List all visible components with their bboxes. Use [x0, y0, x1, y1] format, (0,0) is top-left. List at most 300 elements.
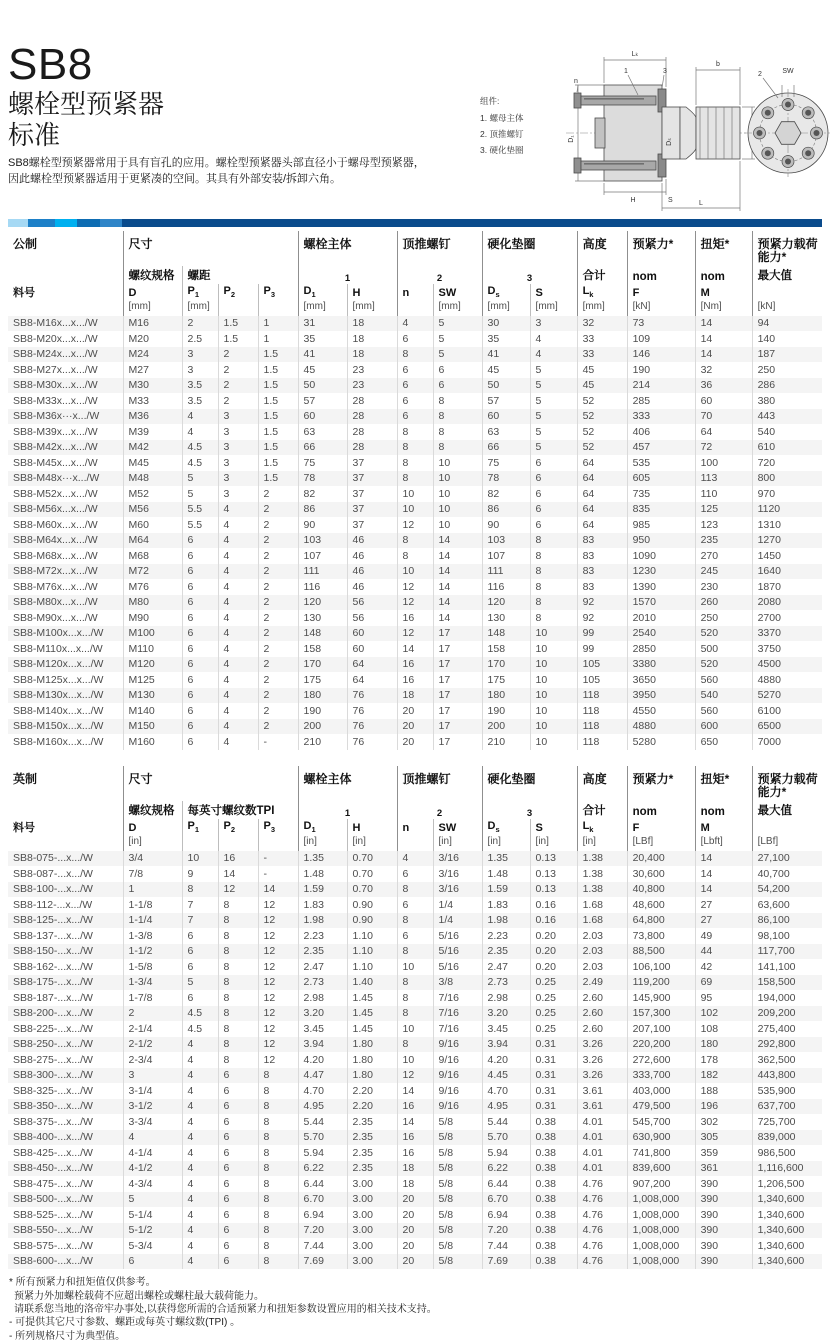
- table-cell: 72: [695, 440, 752, 456]
- table-cell: 4: [182, 1099, 218, 1115]
- table-cell: 8: [258, 1130, 298, 1146]
- table-cell: 76: [347, 688, 397, 704]
- table-cell: M110: [123, 641, 182, 657]
- table-cell: 10: [530, 719, 577, 735]
- table-cell: 4880: [627, 719, 695, 735]
- table-cell: 1.45: [347, 990, 397, 1006]
- table-cell: 4: [182, 1130, 218, 1146]
- table-cell: 8: [397, 913, 433, 929]
- column-symbol: SW: [433, 819, 482, 835]
- table-cell: 36: [695, 378, 752, 394]
- table-cell: 5: [530, 378, 577, 394]
- table-cell: 6: [182, 533, 218, 549]
- table-cell: 20: [397, 1238, 433, 1254]
- table-cell: 1090: [627, 548, 695, 564]
- table-cell: 3-3/4: [123, 1114, 182, 1130]
- component-ref-1: 1: [298, 266, 397, 284]
- unit-label: [mm]: [182, 300, 218, 316]
- table-cell: 180: [695, 1037, 752, 1053]
- table-cell: M64: [123, 533, 182, 549]
- column-symbol: $P_2$: [218, 284, 258, 300]
- table-cell: 157,300: [627, 1006, 695, 1022]
- table-cell: 286: [752, 378, 822, 394]
- table-cell: 95: [695, 990, 752, 1006]
- table-cell: -: [258, 866, 298, 882]
- table-row: [8, 1161, 822, 1177]
- table-cell: 14: [433, 595, 482, 611]
- table-cell: 4.76: [577, 1176, 627, 1192]
- table-cell: 64: [695, 424, 752, 440]
- table-cell: 1.5: [258, 378, 298, 394]
- table-cell: 14: [258, 882, 298, 898]
- table-cell: 2850: [627, 641, 695, 657]
- table-cell: 2: [258, 533, 298, 549]
- table-row: [8, 734, 822, 750]
- table-cell: 17: [433, 703, 482, 719]
- technical-drawing: [480, 45, 830, 217]
- table-cell: 610: [752, 440, 822, 456]
- table-cell: 5/8: [433, 1238, 482, 1254]
- table-cell: 3.20: [298, 1006, 347, 1022]
- table-cell: 12: [258, 1037, 298, 1053]
- table-cell: 292,800: [752, 1037, 822, 1053]
- table-cell: 83: [577, 533, 627, 549]
- table-cell: 380: [752, 393, 822, 409]
- table-cell: 4.20: [298, 1052, 347, 1068]
- table-cell: 10: [397, 564, 433, 580]
- table-cell: 0.38: [530, 1254, 577, 1270]
- table-cell: 5-3/4: [123, 1238, 182, 1254]
- unit-label: [mm]: [433, 300, 482, 316]
- column-symbol: S: [530, 284, 577, 300]
- part-number-header: 料号: [13, 822, 35, 835]
- part-number: SB8-M125x...x.../W: [13, 673, 104, 686]
- table-cell: 835: [627, 502, 695, 518]
- table-row: [8, 471, 822, 487]
- component-ref-2: 2: [397, 266, 482, 284]
- table-cell: 443,800: [752, 1068, 822, 1084]
- table-cell: 146: [627, 347, 695, 363]
- table-cell: 75: [482, 455, 530, 471]
- table-cell: 0.25: [530, 975, 577, 991]
- table-row: [8, 1068, 822, 1084]
- table-cell: 6: [218, 1068, 258, 1084]
- table-cell: 12: [258, 944, 298, 960]
- table-cell: 12: [397, 1068, 433, 1084]
- page-subtitle: 螺栓型预紧器: [8, 89, 165, 120]
- table-cell: 130: [482, 610, 530, 626]
- table-cell: 8: [530, 533, 577, 549]
- table-cell: 0.90: [347, 913, 397, 929]
- table-cell: 8: [397, 440, 433, 456]
- table-cell: 46: [347, 564, 397, 580]
- table-cell: 1-1/8: [123, 897, 182, 913]
- unit-label: [LBf]: [752, 835, 822, 851]
- component-ref-3: 3: [482, 266, 577, 284]
- table-cell: 73,800: [627, 928, 695, 944]
- pitch-label: 螺距: [182, 266, 298, 284]
- table-cell: 8: [433, 424, 482, 440]
- part-number: SB8-M16x...x.../W: [13, 317, 98, 330]
- table-cell: 10: [530, 626, 577, 642]
- table-cell: 1.59: [482, 882, 530, 898]
- table-cell: 6: [182, 672, 218, 688]
- table-cell: 12: [397, 579, 433, 595]
- table-row: [8, 944, 822, 960]
- table-cell: 333,700: [627, 1068, 695, 1084]
- table-cell: 6: [397, 409, 433, 425]
- table-cell: 200: [298, 719, 347, 735]
- table-cell: 5/8: [433, 1130, 482, 1146]
- table-row: [8, 409, 822, 425]
- table-cell: 8: [397, 471, 433, 487]
- part-number: SB8-M36x···x.../W: [13, 410, 100, 423]
- table-cell: 9/16: [433, 1052, 482, 1068]
- table-cell: 250: [695, 610, 752, 626]
- table-cell: 302: [695, 1114, 752, 1130]
- part-number: SB8-175-...x.../W: [13, 976, 93, 989]
- table-row: [8, 1099, 822, 1115]
- table-cell: 2.35: [482, 944, 530, 960]
- group-header: 顶推螺钉: [397, 766, 482, 801]
- table-cell: 1640: [752, 564, 822, 580]
- table-cell: 60: [482, 409, 530, 425]
- column-symbol: $D_1$: [298, 819, 347, 835]
- ref-2: 2: [758, 71, 762, 78]
- table-cell: 6: [218, 1176, 258, 1192]
- table-cell: 2: [258, 486, 298, 502]
- table-cell: 7/16: [433, 1021, 482, 1037]
- table-cell: 12: [258, 975, 298, 991]
- table-cell: 2.73: [482, 975, 530, 991]
- table-cell: 18: [397, 1161, 433, 1177]
- table-cell: 4: [182, 1254, 218, 1270]
- table-cell: M160: [123, 734, 182, 750]
- accent-bar: [8, 219, 822, 227]
- table-cell: 2.35: [347, 1114, 397, 1130]
- table-cell: 4: [218, 657, 258, 673]
- table-cell: 6: [530, 486, 577, 502]
- table-cell: 17: [433, 672, 482, 688]
- table-cell: 260: [695, 595, 752, 611]
- table-row: [8, 1238, 822, 1254]
- table-cell: 1.5: [258, 409, 298, 425]
- table-cell: 64: [577, 517, 627, 533]
- table-cell: 99: [577, 626, 627, 642]
- table-cell: 5.94: [298, 1145, 347, 1161]
- part-number: SB8-M110x...x.../W: [13, 642, 103, 655]
- table-cell: 46: [347, 579, 397, 595]
- table-cell: 66: [298, 440, 347, 456]
- table-cell: 64: [577, 502, 627, 518]
- table-cell: 4: [218, 517, 258, 533]
- table-cell: 2080: [752, 595, 822, 611]
- table-cell: 1.5: [258, 393, 298, 409]
- part-number: SB8-M30x...x.../W: [13, 379, 98, 392]
- table-cell: 443: [752, 409, 822, 425]
- table-cell: 8: [258, 1083, 298, 1099]
- table-cell: 76: [347, 734, 397, 750]
- table-cell: 5280: [627, 734, 695, 750]
- table-cell: 5/16: [433, 959, 482, 975]
- table-cell: 45: [482, 362, 530, 378]
- component-ref-3: 3: [482, 801, 577, 819]
- part-number: SB8-M42x...x.../W: [13, 441, 98, 454]
- table-cell: 540: [695, 688, 752, 704]
- table-cell: 2: [258, 579, 298, 595]
- table-cell: 20: [397, 719, 433, 735]
- table-cell: 8: [530, 595, 577, 611]
- table-cell: 18: [347, 331, 397, 347]
- table-cell: M52: [123, 486, 182, 502]
- table-cell: 35: [298, 331, 347, 347]
- table-cell: 7: [182, 913, 218, 929]
- table-cell: 30,600: [627, 866, 695, 882]
- unit-label: [kN]: [627, 300, 695, 316]
- table-cell: 1.83: [298, 897, 347, 913]
- table-cell: 8: [530, 579, 577, 595]
- table-cell: 5/16: [433, 944, 482, 960]
- table-cell: 1270: [752, 533, 822, 549]
- column-symbol: H: [347, 819, 397, 835]
- table-cell: 52: [577, 440, 627, 456]
- table-cell: 0.38: [530, 1176, 577, 1192]
- unit-label: [in]: [298, 835, 347, 851]
- table-cell: 1570: [627, 595, 695, 611]
- table-cell: 0.20: [530, 928, 577, 944]
- group-header: 扭矩*: [695, 766, 752, 801]
- column-symbol: n: [397, 284, 433, 300]
- table-cell: 839,000: [752, 1130, 822, 1146]
- column-symbol: $D_s$: [482, 284, 530, 300]
- table-cell: 0.25: [530, 1006, 577, 1022]
- column-symbol: $P_1$: [182, 284, 218, 300]
- table-cell: 5.70: [298, 1130, 347, 1146]
- accent-segment: [77, 219, 100, 227]
- table-cell: 2.35: [347, 1161, 397, 1177]
- table-cell: 1,340,600: [752, 1192, 822, 1208]
- table-cell: 94: [752, 316, 822, 332]
- unit-label: [397, 300, 433, 316]
- table-cell: 800: [752, 471, 822, 487]
- table-cell: 560: [695, 672, 752, 688]
- table-row: [8, 1223, 822, 1239]
- table-cell: M125: [123, 672, 182, 688]
- table-cell: 500: [695, 641, 752, 657]
- unit-label: [397, 835, 433, 851]
- thread-spec-label: 螺纹规格: [123, 266, 182, 284]
- table-cell: 6: [433, 362, 482, 378]
- table-cell: 3.45: [298, 1021, 347, 1037]
- part-number: SB8-M60x...x.../W: [13, 518, 98, 531]
- table-cell: 12: [218, 882, 258, 898]
- table-row: [8, 486, 822, 502]
- table-cell: 1120: [752, 502, 822, 518]
- table-cell: 10: [397, 486, 433, 502]
- table-row: [8, 1207, 822, 1223]
- table-cell: 1,206,500: [752, 1176, 822, 1192]
- unit-label: [in]: [530, 835, 577, 851]
- table-cell: 83: [577, 564, 627, 580]
- table-cell: 1.5: [258, 424, 298, 440]
- table-cell: 6: [218, 1238, 258, 1254]
- table-cell: 214: [627, 378, 695, 394]
- table-cell: 4: [182, 1207, 218, 1223]
- table-cell: 1-1/4: [123, 913, 182, 929]
- table-cell: 4: [182, 1114, 218, 1130]
- table-cell: 18: [347, 347, 397, 363]
- table-cell: 907,200: [627, 1176, 695, 1192]
- table-cell: 5.70: [482, 1130, 530, 1146]
- table-cell: 2: [258, 703, 298, 719]
- table-cell: 4.5: [182, 1006, 218, 1022]
- table-cell: 4.76: [577, 1238, 627, 1254]
- table-cell: 4: [218, 595, 258, 611]
- table-cell: 230: [695, 579, 752, 595]
- table-cell: 1.98: [482, 913, 530, 929]
- part-number: SB8-M120x...x.../W: [13, 658, 104, 671]
- table-cell: M68: [123, 548, 182, 564]
- table-cell: 406: [627, 424, 695, 440]
- table-cell: 535,900: [752, 1083, 822, 1099]
- table-cell: 245: [695, 564, 752, 580]
- component-ref-2: 2: [397, 801, 482, 819]
- table-cell: 1.10: [347, 959, 397, 975]
- table-cell: 1.59: [298, 882, 347, 898]
- table-cell: 8: [397, 990, 433, 1006]
- table-cell: M60: [123, 517, 182, 533]
- table-cell: 64: [577, 486, 627, 502]
- table-cell: 8: [530, 548, 577, 564]
- accent-segment: [55, 219, 77, 227]
- table-cell: 3380: [627, 657, 695, 673]
- part-number: SB8-187-...x.../W: [13, 991, 93, 1004]
- table-cell: 4: [218, 502, 258, 518]
- table-cell: 5/8: [433, 1114, 482, 1130]
- part-number: SB8-375-...x.../W: [13, 1115, 93, 1128]
- table-row: [8, 424, 822, 440]
- table-cell: 2.5: [182, 331, 218, 347]
- table-cell: 0.13: [530, 882, 577, 898]
- table-cell: 110: [695, 486, 752, 502]
- group-header: 预紧力*: [627, 231, 695, 266]
- table-cell: 7.44: [482, 1238, 530, 1254]
- dim-lk: Lₖ: [631, 51, 639, 58]
- group-header: 螺栓主体: [298, 231, 397, 266]
- accent-segment: [100, 219, 122, 227]
- table-cell: M36: [123, 409, 182, 425]
- table-cell: 148: [482, 626, 530, 642]
- table-cell: 5.5: [182, 502, 218, 518]
- table-cell: 56: [347, 610, 397, 626]
- total-label: 合计: [577, 801, 627, 819]
- part-number: SB8-112-...x.../W: [13, 898, 93, 911]
- table-cell: 6: [123, 1254, 182, 1270]
- table-cell: 16: [218, 851, 258, 867]
- table-cell: 1-7/8: [123, 990, 182, 1006]
- table-cell: 9/16: [433, 1037, 482, 1053]
- table-cell: 40,700: [752, 866, 822, 882]
- table-cell: 7.69: [298, 1254, 347, 1270]
- table-cell: 545,700: [627, 1114, 695, 1130]
- group-header: 螺栓主体: [298, 766, 397, 801]
- table-row: [8, 959, 822, 975]
- table-cell: 3650: [627, 672, 695, 688]
- table-cell: 188: [695, 1083, 752, 1099]
- table-cell: 102: [695, 1006, 752, 1022]
- table-cell: 10: [530, 734, 577, 750]
- table-cell: 4: [182, 1161, 218, 1177]
- table-cell: 4: [182, 1176, 218, 1192]
- part-number: SB8-M27x...x.../W: [13, 363, 98, 376]
- table-cell: 5: [182, 975, 218, 991]
- table-cell: 16: [397, 610, 433, 626]
- unit-label: [mm]: [123, 300, 182, 316]
- spacer: [8, 835, 123, 851]
- table-cell: 5: [530, 440, 577, 456]
- unit-label: [in]: [482, 835, 530, 851]
- table-cell: 8: [258, 1192, 298, 1208]
- table-cell: 6.44: [482, 1176, 530, 1192]
- table-cell: 6: [218, 1083, 258, 1099]
- table-cell: 2.98: [482, 990, 530, 1006]
- column-symbol: M: [695, 284, 752, 300]
- table-cell: 4: [218, 579, 258, 595]
- column-symbol: $L_k$: [577, 284, 627, 300]
- table-cell: 119,200: [627, 975, 695, 991]
- max-label: 最大值: [752, 801, 822, 819]
- accent-segment: [28, 219, 55, 227]
- part-number: SB8-M90x...x.../W: [13, 611, 98, 624]
- table-cell: 1.38: [577, 851, 627, 867]
- table-cell: 4: [182, 409, 218, 425]
- table-cell: 20: [397, 1192, 433, 1208]
- part-number: SB8-525-...x.../W: [13, 1208, 93, 1221]
- table-cell: 46: [347, 548, 397, 564]
- unit-label: [mm]: [347, 300, 397, 316]
- table-cell: 1.5: [218, 316, 258, 332]
- table-cell: 0.13: [530, 851, 577, 867]
- table-cell: 86,100: [752, 913, 822, 929]
- table-cell: 37: [347, 455, 397, 471]
- table-cell: 540: [752, 424, 822, 440]
- table-row: [8, 1145, 822, 1161]
- table-row: [8, 1176, 822, 1192]
- table-cell: 457: [627, 440, 695, 456]
- table-cell: 6: [397, 331, 433, 347]
- table-cell: 8: [258, 1176, 298, 1192]
- table-cell: 148: [298, 626, 347, 642]
- table-cell: 5/8: [433, 1207, 482, 1223]
- table-cell: 2: [258, 564, 298, 580]
- table-cell: M120: [123, 657, 182, 673]
- table-cell: 118: [577, 703, 627, 719]
- table-row: [8, 688, 822, 704]
- table-cell: 5/16: [433, 928, 482, 944]
- table-cell: 10: [530, 703, 577, 719]
- table-cell: 52: [577, 409, 627, 425]
- table-cell: 8: [397, 1037, 433, 1053]
- table-cell: 3/8: [433, 975, 482, 991]
- table-cell: 1,008,000: [627, 1223, 695, 1239]
- technical-drawing-svg: [562, 45, 830, 217]
- table-cell: 20: [397, 703, 433, 719]
- table-cell: 14: [695, 851, 752, 867]
- group-header: 预紧力*: [627, 766, 695, 801]
- table-cell: 3.00: [347, 1223, 397, 1239]
- table-cell: 18: [347, 316, 397, 332]
- table-cell: 600: [695, 719, 752, 735]
